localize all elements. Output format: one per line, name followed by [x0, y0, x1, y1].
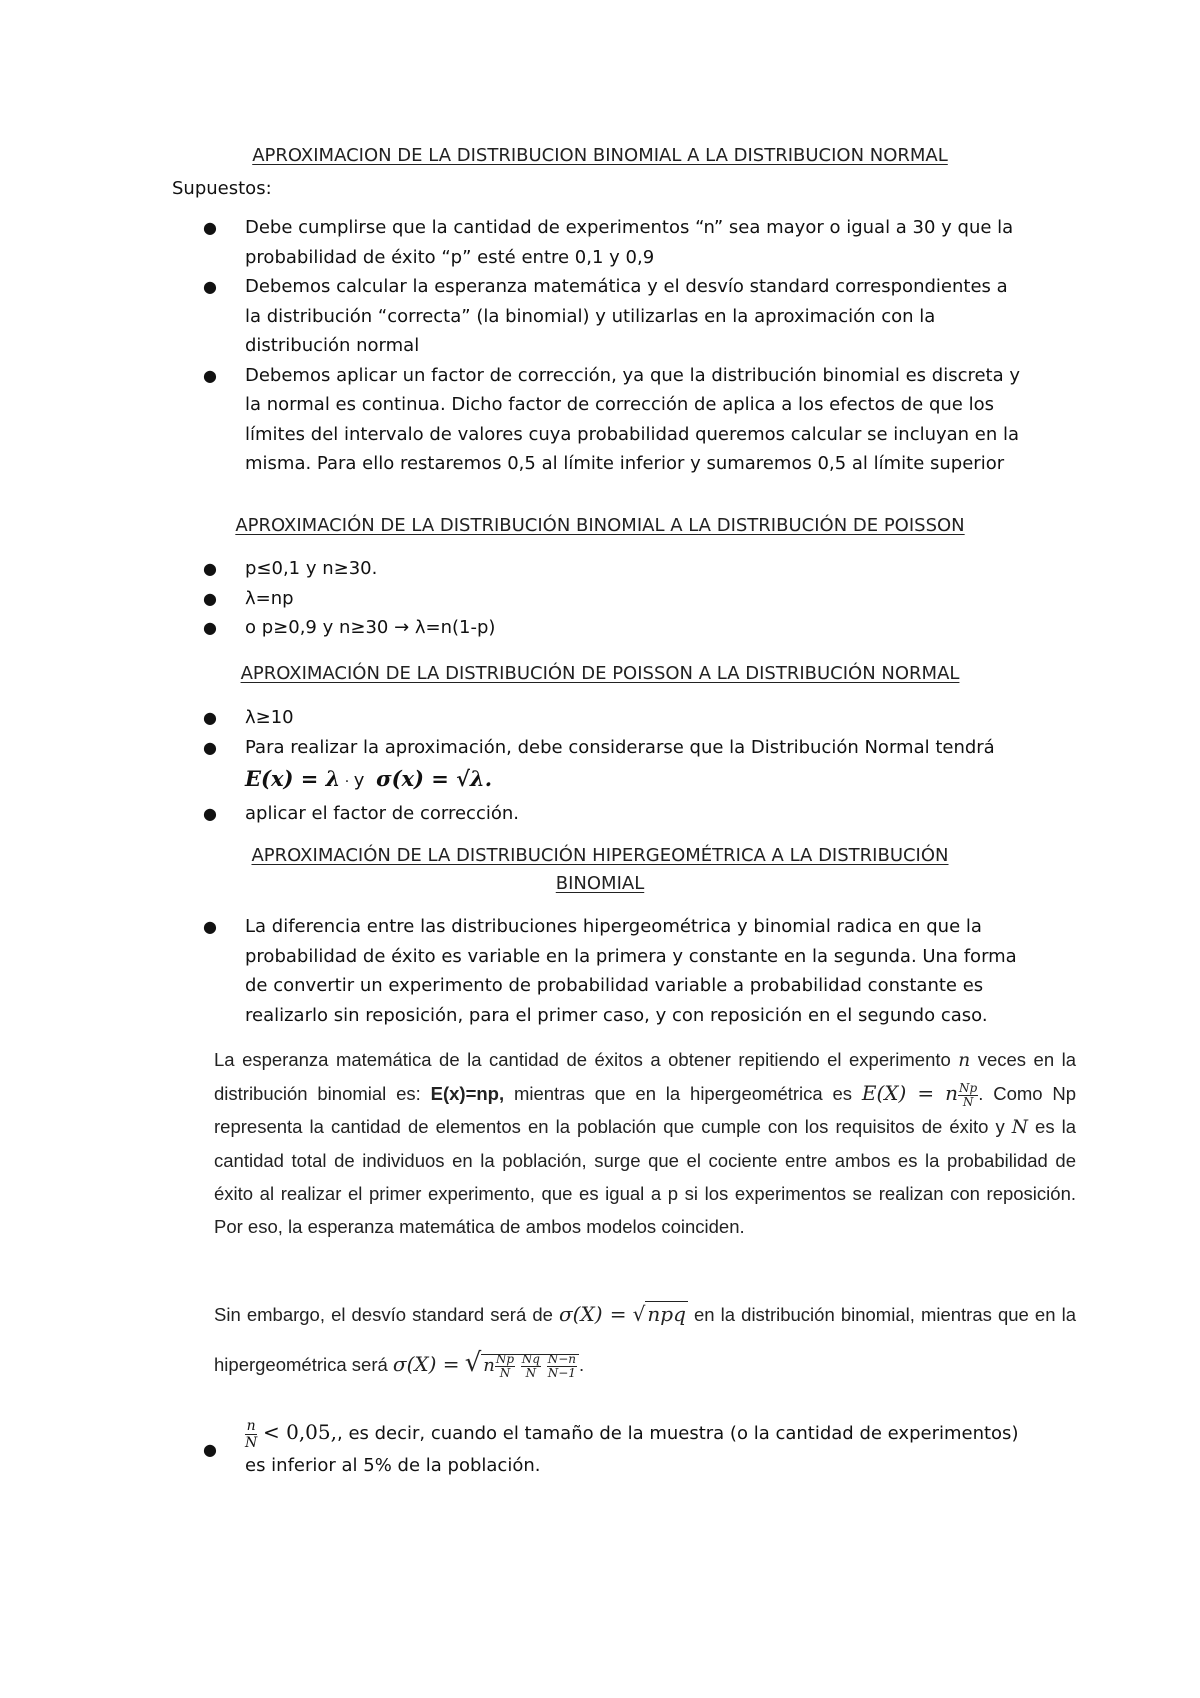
fraction-denominator: N: [525, 1365, 537, 1380]
fraction-numerator: Nq: [521, 1351, 540, 1366]
fraction-denominator: N: [962, 1094, 974, 1109]
bullet-icon: ●: [203, 708, 217, 727]
math-n: n: [958, 1050, 971, 1071]
fraction-denominator: N: [245, 1434, 258, 1451]
fraction: [521, 1353, 541, 1380]
bullet-icon: ●: [203, 917, 217, 936]
text-run: en la distribución binomial, mientras que en la hipergeométrica será: [214, 1304, 1076, 1375]
section4-list: [0, 912, 1200, 1030]
title-hypergeometric-binomial-line1: APROXIMACIÓN DE LA DISTRIBUCIÓN HIPERGEOMÉTRICA A LA DISTRIBUCIÓN: [251, 845, 949, 866]
list-item-text: Para realizar la aproximación, debe considerarse que la Distribución Normal tendrá: [245, 736, 995, 758]
expectation-paragraph: La esperanza matemática de la cantidad de éxitos a obtener repitiendo el experimento n veces en la distribución binomial es: E(x)=np, mientras que en la hipergeométrica es E(X) = n $\frac{Np}{N}$ . Como Np representa la cantidad de elementos en la población que cumple con los requisitos de éxito y N es la cantidad total de individuos en la población, surge que el cociente entre ambos es la probabilidad de éxito al realizar el primer experimento, que es igual a p si los experimentos se realizan con reposición. Por eso, la esperanza matemática de ambos modelos coinciden.: [214, 1049, 1077, 1237]
list-item: [0, 613, 1025, 643]
section2-list: [0, 554, 1200, 643]
std-deviation-paragraph: Sin embargo, el desvío standard será de σ(X) = √ npq en la distribución binomial, mientras que en la hipergeométrica será σ(X) = √ n $\frac{Np}{N}$ $\frac{Nq}{N}$ $\frac{N-n}{N-1}$ .: [214, 1302, 1076, 1380]
fraction-numerator: Np: [495, 1351, 515, 1366]
formula-line: E(x) = λ · y σ(x) = √λ.: [245, 766, 493, 791]
title-binomial-normal: APROXIMACION DE LA DISTRIBUCION BINOMIAL A LA DISTRIBUCION NORMAL: [252, 145, 948, 166]
section1-list: [0, 213, 1200, 479]
sigma-formula: σ(x) = √λ.: [376, 766, 493, 791]
formula-connector: y: [353, 770, 365, 791]
list-item: [0, 912, 1025, 1030]
radicand: npq: [647, 1302, 686, 1326]
hyper-expectation-formula: E(X) = n: [861, 1081, 959, 1105]
expectation-formula: E(x) = λ: [245, 766, 341, 791]
fraction-denominator: N−1: [547, 1365, 576, 1380]
bullet-icon: ●: [203, 804, 217, 823]
math-n: n: [483, 1355, 495, 1376]
list-item: [0, 799, 1025, 829]
list-item-text: Debe cumplirse que la cantidad de experimentos “n” sea mayor o igual a 30 y que la probabilidad de éxito “p” esté entre 0,1 y 0,9: [245, 217, 1014, 268]
list-item-text: p≤0,1 y n≥30.: [245, 558, 378, 579]
list-item-text: λ=np: [245, 587, 294, 609]
bullet-icon: ●: [203, 218, 217, 237]
bullet-icon: ●: [203, 277, 217, 296]
bullet-icon: ●: [203, 559, 217, 578]
text-run: mientras que en la hipergeométrica es: [513, 1083, 853, 1104]
list-item: [0, 272, 1025, 361]
list-item-text: λ≥10: [245, 707, 294, 728]
list-item-text: Debemos aplicar un factor de corrección, ya que la distribución binomial es discreta y la normal es continua. Dicho factor de corrección de aplica a los efectos de que los límites del intervalo de valores cuya probabilidad queremos calcular se incluyan en la misma. Para ello restaremos 0,5 al límite inferior y sumaremos 0,5 al límite superior: [245, 364, 1021, 474]
list-item-text: Debemos calcular la esperanza matemática y el desvío standard correspondientes a la distribución “correcta” (la binomial) y utilizarlas en la aproximación con la distribución normal: [245, 276, 1008, 356]
fraction-numerator: Np: [959, 1080, 978, 1095]
section3-list: [0, 703, 1200, 829]
title-binomial-poisson: APROXIMACIÓN DE LA DISTRIBUCIÓN BINOMIAL A LA DISTRIBUCIÓN DE POISSON: [235, 515, 965, 536]
fraction: [495, 1353, 515, 1380]
fraction-numerator: N−n: [547, 1351, 576, 1366]
text-run: veces en la distribución binomial es:: [214, 1049, 1077, 1104]
bullet-icon: ●: [203, 737, 217, 757]
list-item: [0, 584, 1025, 614]
list-item: [0, 554, 1025, 584]
list-item: [0, 1417, 1025, 1481]
bullet-icon: ●: [203, 1440, 217, 1459]
text-run: Como Np representa la cantidad de elementos en la población que cumple con los requisitos de éxito y: [214, 1083, 1077, 1137]
n-over-N-fraction: [245, 1418, 257, 1451]
math-N: N: [1011, 1117, 1028, 1138]
list-item: [0, 361, 1025, 479]
sqrt-npq: √ npq: [632, 1302, 686, 1326]
sigma-hyper-formula: σ(X) =: [392, 1352, 460, 1376]
list-item-text: aplicar el factor de corrección.: [245, 803, 519, 824]
sqrt-hyper: √ n $\frac{Np}{N}$ $\frac{Nq}{N}$ $\frac{N-n}{N-1}$: [465, 1348, 579, 1378]
bullet-icon: ●: [203, 365, 217, 385]
bullet-icon: ●: [203, 588, 217, 608]
np-over-n-fraction: [958, 1082, 978, 1109]
fraction-numerator: n: [246, 1417, 256, 1434]
condition-formula: < 0,05,: [262, 1420, 337, 1444]
binomial-expectation: E(x)=np,: [430, 1083, 505, 1104]
text-run: Sin embargo, el desvío standard será de: [214, 1304, 553, 1325]
list-item: [0, 733, 1025, 763]
text-run: es la cantidad total de individuos en la población, surge que el cociente entre ambos es la probabilidad de éxito al realizar el primer experimento, que es igual a p si los experimentos se realizan con reposición. Por eso, la esperanza matemática de ambos modelos coinciden.: [214, 1116, 1077, 1237]
title-poisson-normal: APROXIMACIÓN DE LA DISTRIBUCIÓN DE POISSON A LA DISTRIBUCIÓN NORMAL: [240, 663, 960, 684]
supuestos-label: Supuestos:: [172, 178, 272, 199]
sigma-formula: σ(X) =: [559, 1302, 627, 1326]
list-item-text: La diferencia entre las distribuciones hipergeométrica y binomial radica en que la probabilidad de éxito es variable en la primera y constante en la segunda. Una forma de convertir un experimento de probabilidad variable a probabilidad constante es realizarlo sin reposición, para el primer caso, y con reposición en el segundo caso.: [245, 916, 1017, 1026]
last-list: [0, 1417, 1200, 1481]
text-run: La esperanza matemática de la cantidad de éxitos a obtener repitiendo el experimento: [214, 1049, 951, 1070]
fraction: [547, 1353, 577, 1380]
list-item-text: , es decir, cuando el tamaño de la muestra (o la cantidad de experimentos) es inferior al 5% de la población.: [245, 1423, 1019, 1476]
list-item: [0, 703, 1025, 733]
fraction-denominator: N: [499, 1365, 511, 1380]
list-item-text: o p≥0,9 y n≥30 → λ=n(1-p): [245, 617, 496, 638]
title-hypergeometric-binomial-line2: BINOMIAL: [555, 873, 645, 894]
bullet-icon: ●: [203, 618, 217, 637]
list-item: [0, 213, 1025, 272]
